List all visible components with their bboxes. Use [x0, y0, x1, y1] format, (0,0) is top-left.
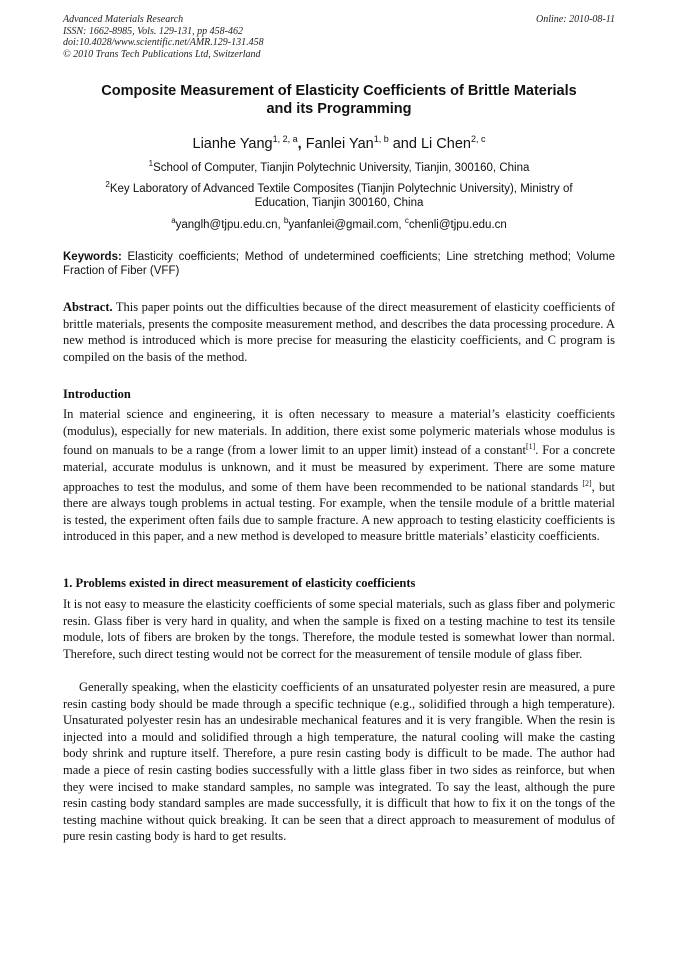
- email-mark: c: [404, 216, 409, 225]
- citation-ref[interactable]: [1]: [525, 442, 536, 452]
- author-name: Lianhe Yang: [192, 135, 273, 152]
- author-emails: [63, 214, 615, 232]
- keywords-text: Elasticity coefficients; Method of undetermined coefficients; Line stretching method; Volume Fraction of Fiber (VFF): [63, 251, 615, 277]
- title-line-1: Composite Measurement of Elasticity Coefficients of Brittle Materials: [101, 83, 577, 99]
- keywords-label: Keywords:: [63, 251, 122, 263]
- paper-title: [63, 82, 615, 118]
- journal-header: [63, 14, 615, 60]
- affiliation-number: 1: [148, 159, 154, 168]
- email-link[interactable]: yanfanlei@gmail.com,: [288, 218, 405, 231]
- issn-line: ISSN: 1662-8985, Vols. 129-131, pp 458-462: [63, 25, 243, 37]
- author-affiliation-mark: 2, c: [470, 134, 486, 144]
- section-1-heading: 1. Problems existed in direct measurement of elasticity coefficients: [63, 576, 416, 590]
- email-mark: b: [283, 216, 289, 225]
- affiliation-text: School of Computer, Tianjin Polytechnic University, Tianjin, 300160, China: [153, 161, 530, 174]
- email-mark: a: [171, 216, 176, 225]
- abstract: [63, 299, 615, 365]
- copyright-line: © 2010 Trans Tech Publications Ltd, Switzerland: [63, 48, 261, 60]
- author-list: [63, 130, 615, 153]
- abstract-text: This paper points out the difficulties because of the direct measurement of elasticity coefficients of brittle materials, presents the composite measurement method, and describes the data processing procedure. A new method is introduced which is more precise for measuring the elasticity coefficients, and C program is compiled on the basis of the method.: [63, 300, 615, 364]
- journal-name: Advanced Materials Research: [63, 14, 184, 25]
- keywords: [63, 250, 615, 278]
- email-link[interactable]: yanglh@tjpu.edu.cn,: [175, 218, 284, 231]
- email-link[interactable]: chenli@tjpu.edu.cn: [408, 218, 507, 231]
- author-separator: and: [388, 135, 421, 152]
- section-1-paragraph-1: It is not easy to measure the elasticity coefficients of some special materials, such as glass fiber and polymeric resin. Glass fiber is very hard in quality, and when the sample is fixed on a testing machine to test its tensile module, lots of fibers are broken by the tongs. Therefore, the module tested is somewhat lower than normal. Therefore, such direct testing would not be correct for the measurement of tensile module of glass fiber.: [63, 597, 615, 661]
- citation-ref[interactable]: [2]: [582, 478, 592, 488]
- author-affiliation-mark: 1, b: [373, 134, 389, 144]
- section-1-paragraph-2: Generally speaking, when the elasticity coefficients of an unsaturated polyester resin are measured, a pure resin casting body should be made through a specific technique (e.g., solidified through a high temperature). Unsaturated polyester resin has an undesirable mechanical features and it is very frangible. When the resin is injected into a mould and solidified through a high temperature, the natural cooling will make the casting body shrink and rupture itself. Therefore, a pure resin casting body is difficult to be made. The author had made a piece of resin casting bodies successfully with a little glass fiber in two sides as reinforce, but when they were incised to make standard samples, no sample was integrated. To say the least, although the pure resin casting body standard samples are made successfully, it is difficult that how to fix it on the tongs of the testing machine without quick breaking. It can be seen that a direct approach to measurement of modulus of pure resin casting body is hard to get results.: [63, 680, 615, 844]
- title-line-2: and its Programming: [266, 101, 412, 117]
- affiliation-1: [63, 157, 615, 175]
- affiliation-text: Key Laboratory of Advanced Textile Composites (Tianjin Polytechnic University), Ministry of Education, Tianjin 300160, China: [109, 182, 573, 209]
- author-name: Li Chen: [420, 135, 471, 152]
- introduction-paragraph: In material science and engineering, it is often necessary to measure a material’s elasticity coefficients (modulus), especially for new materials. In addition, there exist some polymeric materials whose modulus is found on manuals to be a range (from a lower limit to an upper limit) instead of a constant[1]. For a concrete material, accurate modulus is unknown, and it must be measured by experiment. There are some mature approaches to test the modulus, and some of them have been recommended to be national standards [2], but there are always tough problems in actual testing. For example, when the tensile module of a brittle material is tested, the experiment often fails due to sample fracture. A new approach to testing elasticity coefficients is introduced in this paper, and a new method is developed to measure brittle materials’ elasticity coefficients.: [63, 407, 615, 544]
- author-affiliation-mark: 1, 2, a: [272, 134, 298, 144]
- author-name: Fanlei Yan: [305, 135, 374, 152]
- online-date: Online: 2010-08-11: [536, 14, 615, 25]
- affiliation-number: 2: [105, 180, 110, 189]
- abstract-label: Abstract.: [63, 300, 113, 314]
- introduction-heading: Introduction: [63, 387, 131, 401]
- author-separator: ,: [297, 135, 306, 152]
- affiliation-2: [80, 178, 598, 210]
- doi-line: doi:10.4028/www.scientific.net/AMR.129-131.458: [63, 37, 264, 48]
